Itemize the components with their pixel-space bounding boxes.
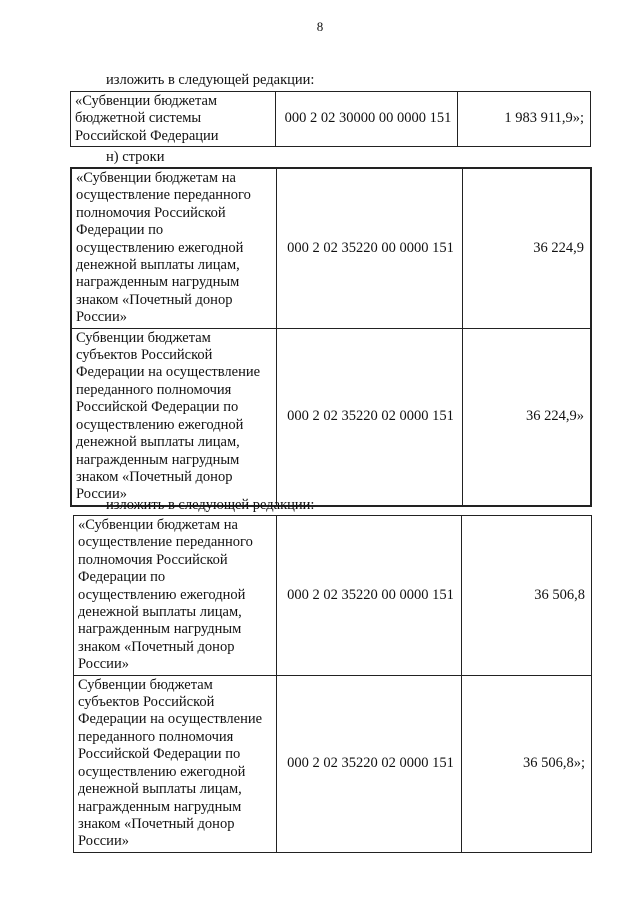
name-line: Российской Федерации по [78,746,241,763]
budget-table-2 [70,167,592,507]
budget-code-cell: 000 2 02 35220 02 0000 151 [277,675,462,852]
amount-cell: 36 506,8»; [462,675,592,852]
budget-table-3 [73,515,592,853]
name-line: Федерации по [76,222,164,239]
name-line: переданного полномочия [76,381,232,398]
name-line: осуществление переданного [76,187,251,204]
name-line: знаком «Почетный донор [78,638,235,655]
name-line: осуществлению ежегодной [78,586,246,603]
page-number: 8 [316,19,324,34]
name-line: знаком «Почетный донор [76,291,233,308]
name-line: осуществление переданного [78,534,253,551]
budget-code-cell: 000 2 02 35220 00 0000 151 [277,516,462,676]
amount-cell: 36 224,9 [462,168,591,328]
table-row [74,516,592,676]
budget-code-cell: 000 2 02 35220 00 0000 151 [276,168,462,328]
name-line: «Субвенции бюджетам на [78,517,238,533]
amount-cell: 36 506,8 [462,516,592,676]
name-line: денежной выплаты лицам, [76,257,240,274]
name-line: осуществлению ежегодной [76,416,244,433]
intro-text-1: изложить в следующей редакции: [106,72,315,88]
name-line: денежной выплаты лицам, [78,604,242,621]
name-line: России» [78,833,129,850]
item-n-label: н) строки [106,149,165,165]
row-name-cell [71,328,276,506]
name-line: знаком «Почетный донор [78,815,235,832]
budget-table-1 [70,91,591,147]
name-line: награжденным нагрудным [76,451,240,468]
name-line: осуществлению ежегодной [76,239,244,256]
budget-code-cell: 000 2 02 30000 00 0000 151 [276,92,458,147]
name-line: России» [76,309,127,326]
name-line: знаком «Почетный донор [76,468,233,485]
table-row [74,675,592,852]
name-line: осуществлению ежегодной [78,763,246,780]
amount-cell: 1 983 911,9»; [458,92,591,147]
amount-cell: 36 224,9» [462,328,591,506]
name-line: награжденным нагрудным [76,274,240,291]
name-line: денежной выплаты лицам, [78,781,242,798]
name-line: Субвенции бюджетам [76,329,211,346]
name-line: награжденным нагрудным [78,621,242,638]
budget-code-cell: 000 2 02 35220 02 0000 151 [276,328,462,506]
name-line: субъектов Российской [78,694,215,711]
intro-text-2: изложить в следующей редакции: [106,497,315,513]
table-row [71,92,591,147]
name-line: полномочия Российской [76,204,226,221]
row-name-cell [71,168,276,328]
name-line: Федерации на осуществление [78,711,263,728]
name-line: «Субвенции бюджетам [75,93,218,109]
name-line: переданного полномочия [78,728,234,745]
name-line: денежной выплаты лицам, [76,434,240,451]
table-row [71,328,591,506]
name-line: России» [76,486,127,503]
row-name-cell [71,92,276,147]
name-line: награжденным нагрудным [78,798,242,815]
name-line: «Субвенции бюджетам на [76,170,236,186]
name-line: бюджетной системы [75,110,202,127]
name-line: Российской Федерации по [76,399,239,416]
row-name-cell [74,516,277,676]
table-row [71,168,591,328]
name-line: Субвенции бюджетам [78,676,213,693]
name-line: Федерации по [78,569,166,586]
name-line: России» [78,656,129,673]
name-line: субъектов Российской [76,347,213,364]
name-line: полномочия Российской [78,551,228,568]
name-line: Федерации на осуществление [76,364,261,381]
row-name-cell [74,675,277,852]
name-line: Российской Федерации [75,127,219,144]
